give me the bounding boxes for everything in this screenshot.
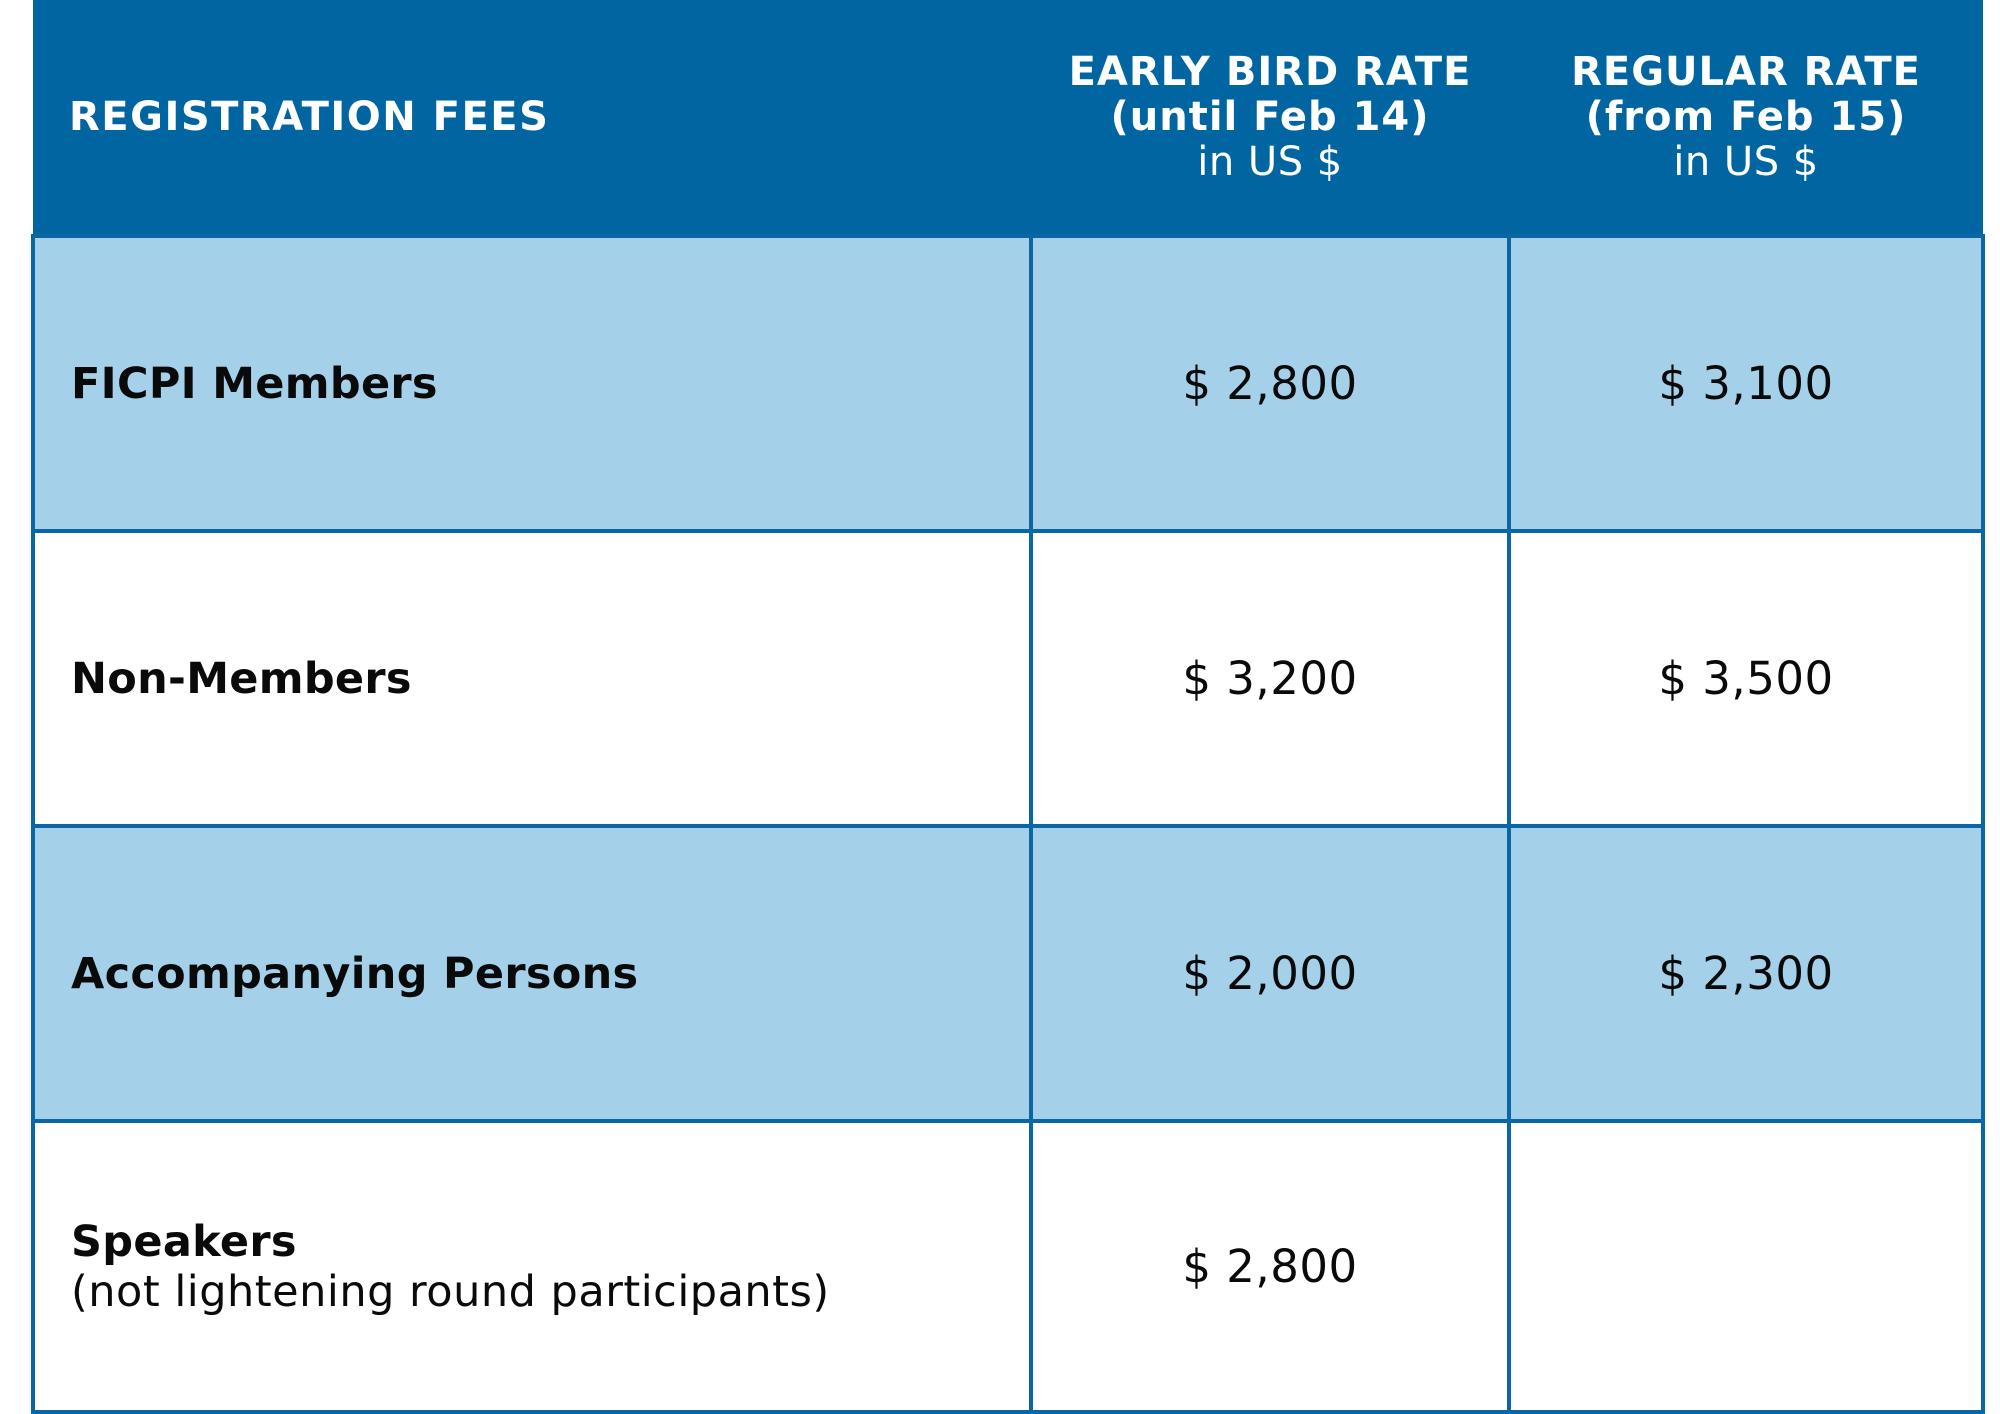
row-label: Speakers xyxy=(71,1216,297,1267)
row-label: FICPI Members xyxy=(33,236,1031,531)
table-row-non-members xyxy=(33,531,1983,826)
table-row-speakers xyxy=(33,1121,1983,1412)
regular-amount: $ 3,100 xyxy=(1509,236,1983,531)
row-label: Accompanying Persons xyxy=(33,826,1031,1121)
regular-amount: $ 2,300 xyxy=(1509,826,1983,1121)
row-label: Non-Members xyxy=(33,531,1031,826)
table-header-row xyxy=(33,0,1983,236)
regular-amount xyxy=(1509,1121,1983,1412)
early-bird-rate-unit: in US $ xyxy=(1197,138,1343,185)
early-bird-amount: $ 2,000 xyxy=(1031,826,1509,1121)
table-row-accompanying-persons xyxy=(33,826,1983,1121)
early-bird-amount: $ 2,800 xyxy=(1031,236,1509,531)
table-row-ficpi-members xyxy=(33,236,1983,531)
row-label-cell xyxy=(33,1121,1031,1412)
row-label-note: (not lightening round participants) xyxy=(71,1266,830,1317)
regular-rate-unit: in US $ xyxy=(1673,138,1819,185)
table-title: REGISTRATION FEES xyxy=(69,94,550,140)
registration-fees-table xyxy=(31,0,1985,1414)
early-bird-rate-period: (until Feb 14) xyxy=(1110,93,1430,140)
regular-rate-title: REGULAR RATE xyxy=(1571,48,1921,95)
early-bird-rate-header xyxy=(1031,0,1509,236)
regular-amount: $ 3,500 xyxy=(1509,531,1983,826)
early-bird-rate-title: EARLY BIRD RATE xyxy=(1068,48,1472,95)
early-bird-amount: $ 2,800 xyxy=(1031,1121,1509,1412)
regular-rate-period: (from Feb 15) xyxy=(1585,93,1907,140)
early-bird-amount: $ 3,200 xyxy=(1031,531,1509,826)
regular-rate-header xyxy=(1509,0,1983,236)
